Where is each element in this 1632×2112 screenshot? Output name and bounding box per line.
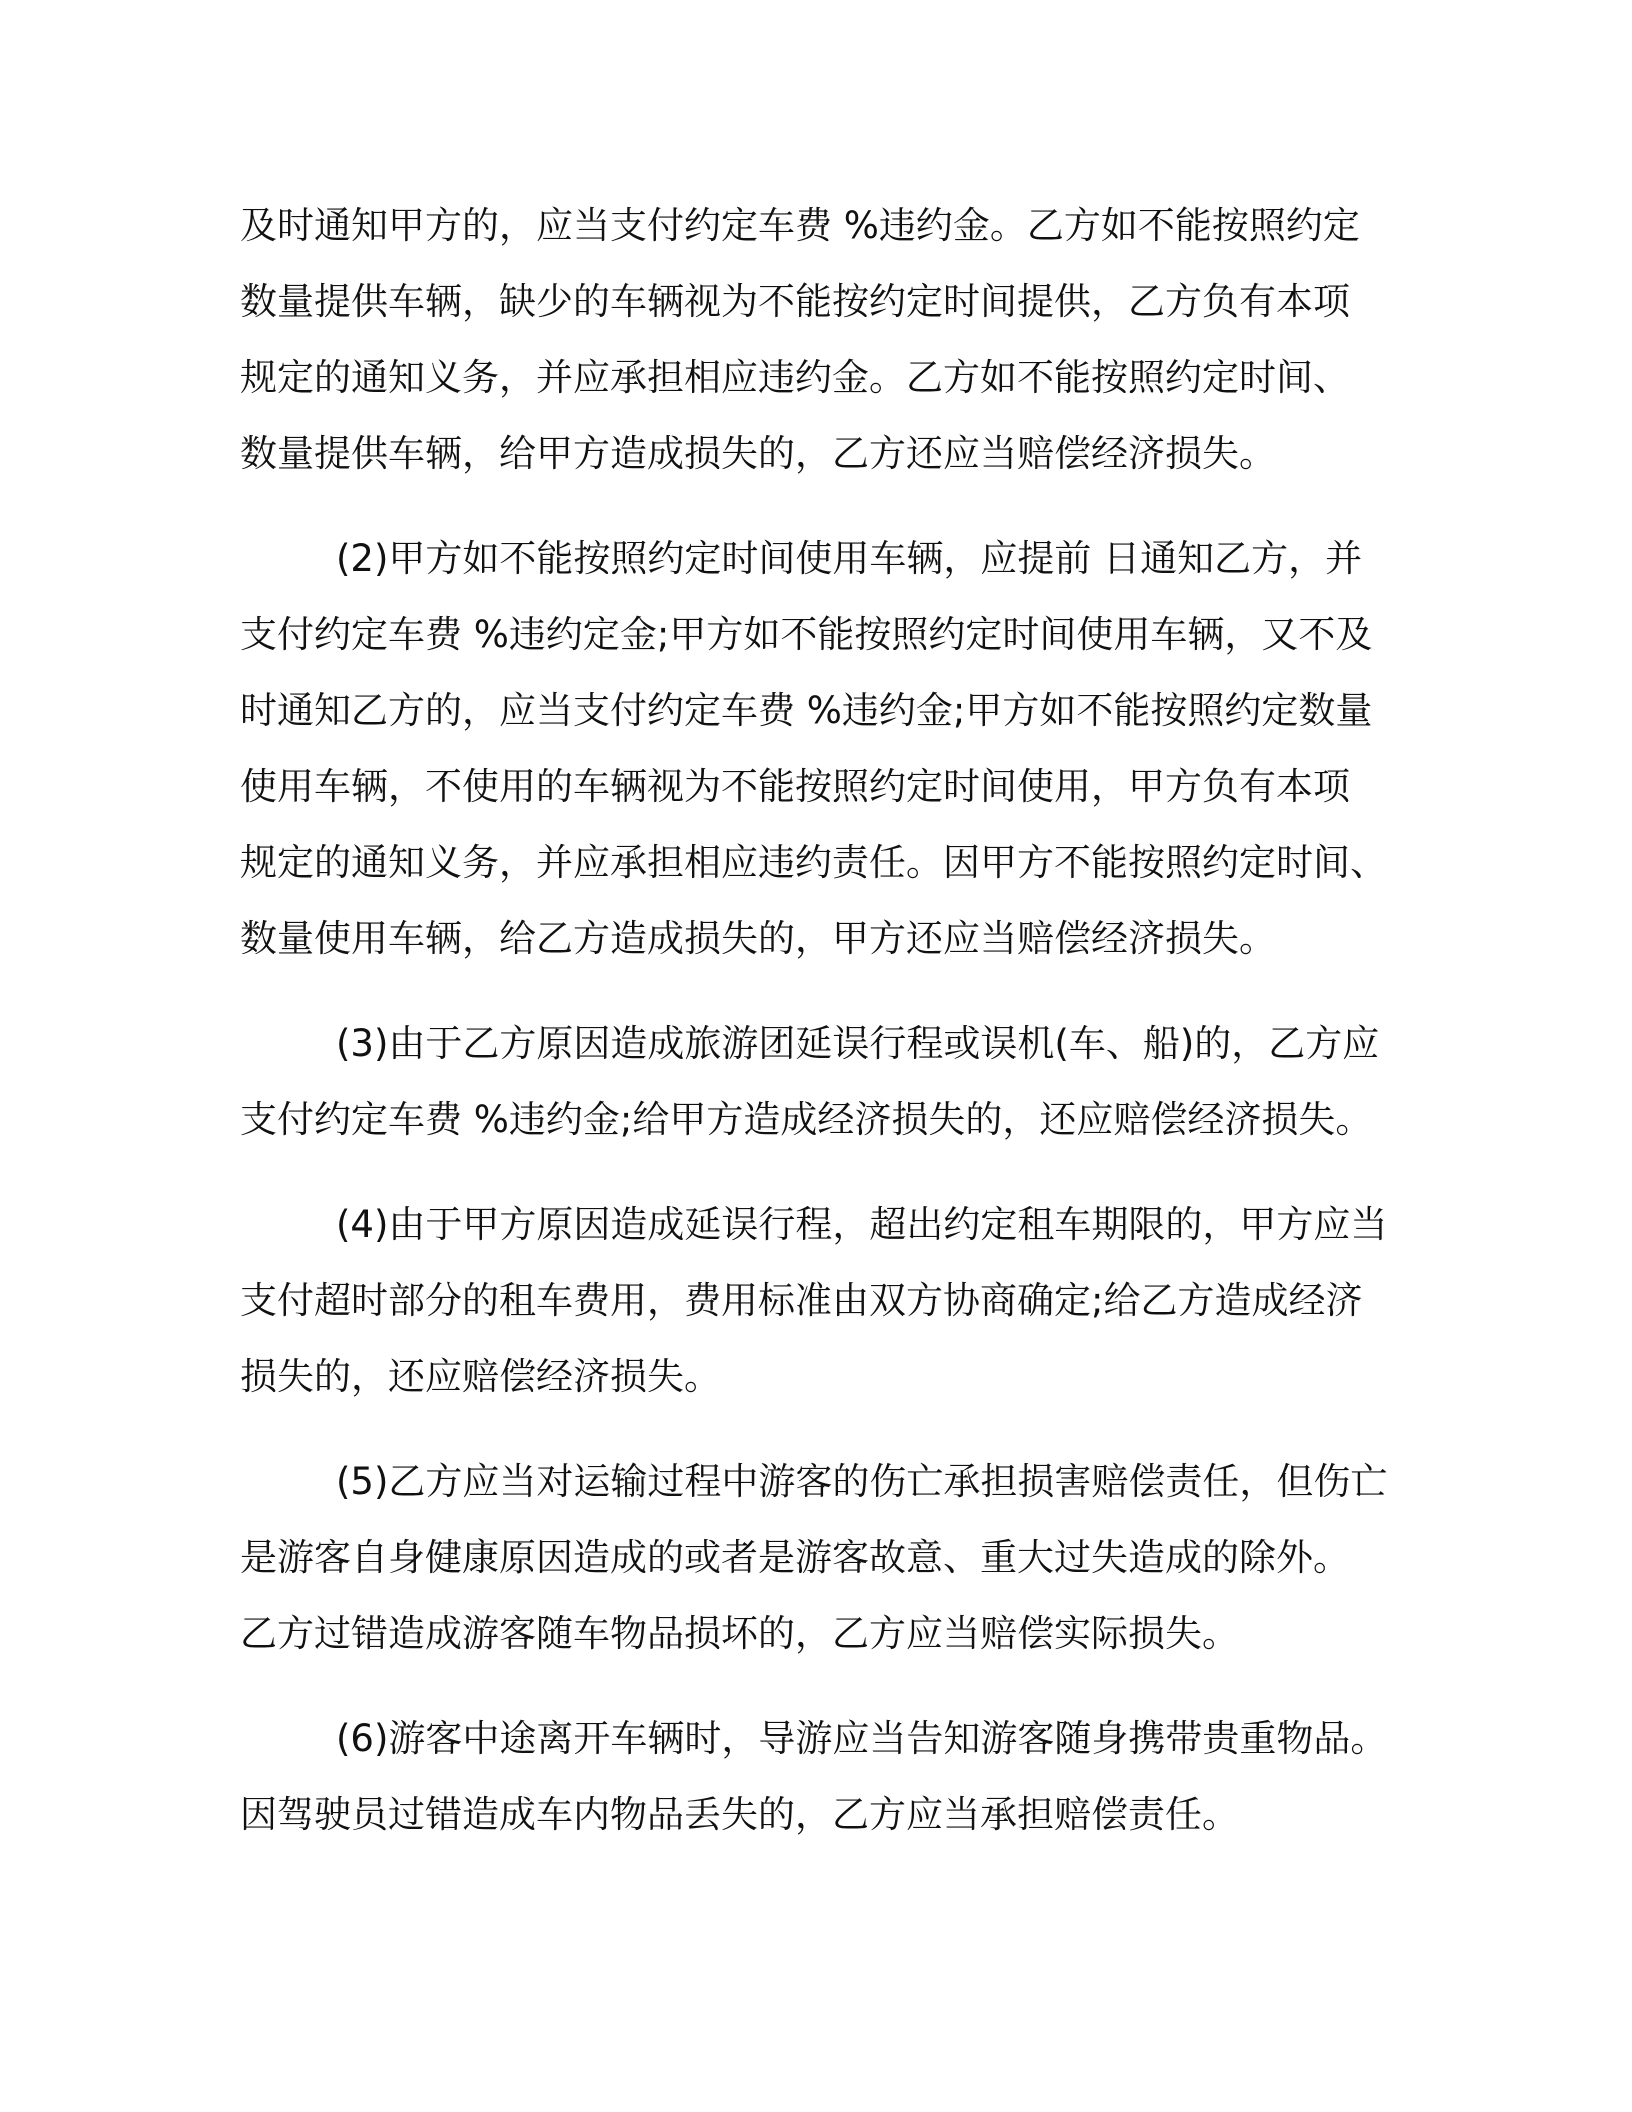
document-body bbox=[240, 188, 1400, 1882]
text-line: (4)由于甲方原因造成延误行程，超出约定租车期限的，甲方应当 bbox=[336, 1203, 1388, 1246]
text-line: 数量提供车辆，缺少的车辆视为不能按约定时间提供，乙方负有本项 bbox=[240, 280, 1350, 323]
paragraph-clause-6 bbox=[240, 1701, 1400, 1853]
text-line: 是游客自身健康原因造成的或者是游客故意、重大过失造成的除外。 bbox=[240, 1536, 1350, 1579]
text-line: 数量使用车辆，给乙方造成损失的，甲方还应当赔偿经济损失。 bbox=[240, 917, 1276, 960]
text-line: 规定的通知义务，并应承担相应违约责任。因甲方不能按照约定时间、 bbox=[240, 841, 1387, 884]
text-line: 支付约定车费 %违约定金;甲方如不能按照约定时间使用车辆，又不及 bbox=[240, 613, 1373, 656]
paragraph-clause-5 bbox=[240, 1444, 1400, 1672]
paragraph-clause-4 bbox=[240, 1187, 1400, 1415]
text-line: (6)游客中途离开车辆时，导游应当告知游客随身携带贵重物品。 bbox=[336, 1717, 1388, 1760]
text-line: 乙方过错造成游客随车物品损坏的，乙方应当赔偿实际损失。 bbox=[240, 1612, 1239, 1655]
text-line: 数量提供车辆，给甲方造成损失的，乙方还应当赔偿经济损失。 bbox=[240, 432, 1276, 475]
text-line: 时通知乙方的，应当支付约定车费 %违约金;甲方如不能按照约定数量 bbox=[240, 689, 1373, 732]
text-line: 因驾驶员过错造成车内物品丢失的，乙方应当承担赔偿责任。 bbox=[240, 1793, 1239, 1836]
text-line: 规定的通知义务，并应承担相应违约金。乙方如不能按照约定时间、 bbox=[240, 356, 1350, 399]
text-line: 使用车辆，不使用的车辆视为不能按照约定时间使用，甲方负有本项 bbox=[240, 765, 1350, 808]
paragraph-clause-2 bbox=[240, 521, 1400, 977]
text-line: 及时通知甲方的，应当支付约定车费 %违约金。乙方如不能按照约定 bbox=[240, 204, 1360, 247]
text-line: 支付约定车费 %违约金;给甲方造成经济损失的，还应赔偿经济损失。 bbox=[240, 1098, 1373, 1141]
paragraph-clause-3 bbox=[240, 1006, 1400, 1158]
paragraph-continued bbox=[240, 188, 1400, 492]
text-line: 支付超时部分的租车费用，费用标准由双方协商确定;给乙方造成经济 bbox=[240, 1279, 1363, 1322]
text-line: (3)由于乙方原因造成旅游团延误行程或误机(车、船)的，乙方应 bbox=[336, 1022, 1380, 1065]
text-line: 损失的，还应赔偿经济损失。 bbox=[240, 1355, 721, 1398]
text-line: (5)乙方应当对运输过程中游客的伤亡承担损害赔偿责任，但伤亡 bbox=[336, 1460, 1388, 1503]
text-line: (2)甲方如不能按照约定时间使用车辆，应提前 日通知乙方，并 bbox=[336, 537, 1363, 580]
